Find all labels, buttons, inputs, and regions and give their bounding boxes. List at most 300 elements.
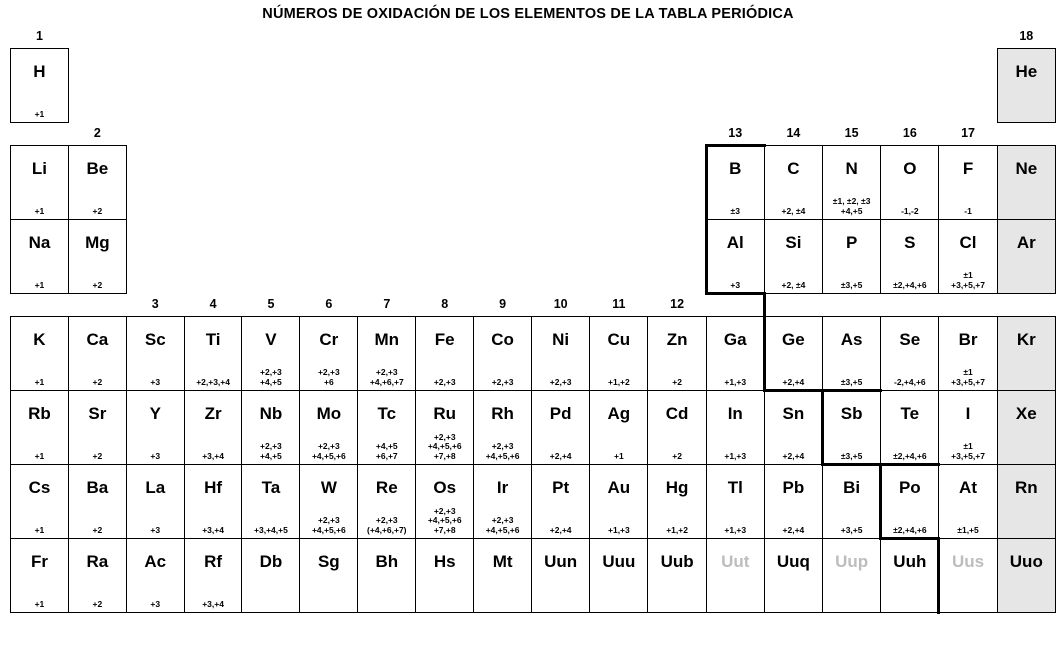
element-cell-sb[interactable] [823, 391, 881, 465]
element-symbol: Ti [205, 330, 221, 349]
oxidation-line: +2,+3 [317, 367, 340, 377]
periodic-table [10, 26, 1056, 613]
element-cell-fe[interactable] [416, 317, 474, 391]
element-cell-sn[interactable] [764, 391, 822, 465]
oxidation-line: +4,+5,+6 [427, 515, 462, 525]
element-cell-ag[interactable] [590, 391, 648, 465]
empty-cell [358, 49, 416, 123]
element-cell-w[interactable] [300, 465, 358, 539]
element-cell-ge[interactable] [764, 317, 822, 391]
oxidation-line: ±1 [963, 441, 973, 451]
staircase-segment [705, 144, 766, 147]
element-symbol: Tc [377, 404, 397, 423]
element-symbol: Ac [144, 552, 167, 571]
element-cell-zr[interactable] [184, 391, 242, 465]
oxidation-line: +2,+4 [782, 376, 805, 387]
element-cell-uus[interactable] [939, 539, 997, 613]
element-cell-ra[interactable] [68, 539, 126, 613]
element-cell-cd[interactable] [648, 391, 706, 465]
element-symbol: Uuq [776, 552, 810, 571]
oxidation-line: +2 [92, 279, 103, 290]
element-cell-po[interactable] [881, 465, 939, 539]
oxidation-states [242, 368, 299, 387]
element-symbol: Mt [492, 552, 513, 571]
element-cell-pb[interactable] [764, 465, 822, 539]
group-number-15: 15 [844, 125, 859, 140]
element-cell-al[interactable] [706, 220, 764, 294]
element-cell-te[interactable] [881, 391, 939, 465]
oxidation-line: +1 [34, 205, 45, 216]
element-symbol: V [265, 330, 277, 349]
element-symbol: Ra [86, 552, 109, 571]
element-cell-xe[interactable] [997, 391, 1055, 465]
element-cell-si[interactable] [764, 220, 822, 294]
oxidation-states [881, 281, 938, 291]
element-cell-mg[interactable] [68, 220, 126, 294]
element-symbol: P [845, 233, 858, 252]
element-symbol: Ge [782, 330, 805, 349]
element-cell-he[interactable] [997, 49, 1055, 123]
oxidation-line: +4,+5,+6 [311, 450, 346, 461]
element-cell-hs[interactable] [416, 539, 474, 613]
oxidation-states [358, 442, 415, 461]
oxidation-states [416, 378, 473, 388]
oxidation-states [823, 526, 880, 536]
element-cell-fr[interactable] [11, 539, 69, 613]
element-cell-uuq[interactable] [764, 539, 822, 613]
oxidation-line: +4,+5,+6 [311, 524, 346, 535]
group-number-13: 13 [728, 125, 743, 140]
empty-cell [126, 146, 184, 220]
element-symbol: Sg [317, 552, 340, 571]
empty-cell [68, 49, 126, 123]
table-body [11, 26, 1056, 613]
element-cell-in[interactable] [706, 391, 764, 465]
oxidation-states [11, 452, 68, 462]
element-symbol: Be [86, 159, 109, 178]
oxidation-states [185, 526, 242, 536]
oxidation-states [590, 526, 647, 536]
element-symbol: Hs [433, 552, 456, 571]
group-number-18: 18 [1019, 29, 1034, 43]
element-cell-kr[interactable] [997, 317, 1055, 391]
element-symbol: S [904, 233, 916, 252]
element-symbol: I [965, 404, 971, 423]
element-symbol: Fe [434, 330, 455, 349]
empty-cell [706, 49, 764, 123]
oxidation-line: +2,+3 [433, 431, 456, 442]
oxidation-states [69, 207, 126, 217]
oxidation-line: +1,+3 [724, 524, 747, 535]
empty-cell [764, 49, 822, 123]
oxidation-line: +1,+3 [724, 376, 747, 387]
oxidation-line: +2,+4 [549, 524, 572, 535]
oxidation-states [69, 600, 126, 610]
empty-cell [648, 220, 706, 294]
empty-cell [358, 146, 416, 220]
group-number-1: 1 [35, 29, 43, 43]
empty-cell [532, 220, 590, 294]
element-symbol: Al [726, 233, 744, 252]
element-symbol: Ca [86, 330, 109, 349]
oxidation-line: ±2,+4,+6 [893, 279, 927, 290]
element-symbol: Si [785, 233, 802, 252]
oxidation-line: +2 [672, 450, 682, 461]
element-cell-tl[interactable] [706, 465, 764, 539]
oxidation-states [69, 378, 126, 388]
oxidation-states [823, 197, 880, 216]
oxidation-states [11, 207, 68, 217]
element-cell-b[interactable] [706, 146, 764, 220]
element-cell-ir[interactable] [474, 465, 532, 539]
oxidation-line: +1,+2 [666, 524, 688, 535]
empty-cell [590, 49, 648, 123]
element-row [11, 391, 1056, 465]
element-cell-rb[interactable] [11, 391, 69, 465]
element-cell-ne[interactable] [997, 146, 1055, 220]
element-symbol: Mg [85, 233, 110, 252]
element-cell-h[interactable] [11, 49, 69, 123]
oxidation-states [707, 452, 764, 462]
oxidation-line: +1,+2 [608, 376, 630, 387]
oxidation-line: -1,-2 [901, 205, 919, 216]
element-cell-ti[interactable] [184, 317, 242, 391]
oxidation-line: +4,+5 [840, 205, 863, 216]
oxidation-states [532, 526, 589, 536]
element-symbol: Ga [723, 330, 747, 349]
empty-cell [590, 146, 648, 220]
oxidation-line: +2,+4 [549, 450, 572, 461]
oxidation-states [939, 271, 996, 290]
element-symbol: Hf [204, 478, 223, 497]
element-symbol: Rn [1014, 478, 1038, 497]
element-symbol: Ru [433, 404, 457, 423]
oxidation-states [823, 378, 880, 388]
element-cell-co[interactable] [474, 317, 532, 391]
element-cell-sg[interactable] [300, 539, 358, 613]
element-symbol: F [962, 159, 974, 178]
group-number-11: 11 [612, 296, 626, 311]
element-cell-mn[interactable] [358, 317, 416, 391]
element-symbol: Nb [259, 404, 283, 423]
element-cell-se[interactable] [881, 317, 939, 391]
element-cell-uuo[interactable] [997, 539, 1055, 613]
element-cell-zn[interactable] [648, 317, 706, 391]
element-cell-bh[interactable] [358, 539, 416, 613]
oxidation-line: +6 [323, 376, 334, 387]
element-row [11, 146, 1056, 220]
oxidation-states [765, 207, 822, 217]
element-cell-uuu[interactable] [590, 539, 648, 613]
oxidation-states [11, 600, 68, 610]
element-symbol: Sb [840, 404, 863, 423]
element-symbol: Re [375, 478, 398, 497]
element-cell-rf[interactable] [184, 539, 242, 613]
element-cell-uut[interactable] [706, 539, 764, 613]
oxidation-states [939, 207, 996, 217]
oxidation-line: +1 [614, 450, 624, 461]
oxidation-line: +4,+5,+6 [485, 450, 520, 461]
element-symbol: W [320, 478, 337, 497]
oxidation-states [823, 281, 880, 291]
oxidation-line: ±3 [730, 205, 740, 216]
oxidation-line: +4,+5,+6 [485, 524, 520, 535]
group-header-row-2 [11, 123, 1056, 146]
element-cell-ac[interactable] [126, 539, 184, 613]
element-cell-i[interactable] [939, 391, 997, 465]
oxidation-states [939, 526, 996, 536]
oxidation-line: +1 [34, 524, 45, 535]
element-row [11, 465, 1056, 539]
element-cell-ni[interactable] [532, 317, 590, 391]
element-symbol: Cs [28, 478, 51, 497]
oxidation-states [474, 442, 531, 461]
element-cell-nb[interactable] [242, 391, 300, 465]
element-cell-n[interactable] [823, 146, 881, 220]
element-cell-p[interactable] [823, 220, 881, 294]
element-symbol: O [903, 159, 917, 178]
oxidation-line: +3 [150, 450, 161, 461]
oxidation-line: +1 [34, 450, 45, 461]
oxidation-states [127, 526, 184, 536]
oxidation-line: +2,+3 [433, 505, 456, 516]
element-cell-br[interactable] [939, 317, 997, 391]
element-cell-ru[interactable] [416, 391, 474, 465]
oxidation-states [11, 110, 68, 120]
oxidation-line: +2,+3 [375, 515, 398, 525]
oxidation-states [69, 452, 126, 462]
element-cell-os[interactable] [416, 465, 474, 539]
oxidation-states [127, 378, 184, 388]
oxidation-line: +2,+3 [260, 367, 282, 377]
element-cell-as[interactable] [823, 317, 881, 391]
element-symbol: Ir [496, 478, 509, 497]
oxidation-states [11, 378, 68, 388]
element-cell-k[interactable] [11, 317, 69, 391]
oxidation-line: +4,+5,+6 [427, 441, 462, 451]
oxidation-states [939, 368, 996, 387]
element-cell-ga[interactable] [706, 317, 764, 391]
element-symbol: Ni [552, 330, 570, 349]
element-cell-uup[interactable] [823, 539, 881, 613]
empty-cell [416, 49, 474, 123]
element-cell-db[interactable] [242, 539, 300, 613]
staircase-segment [937, 537, 940, 614]
element-cell-be[interactable] [68, 146, 126, 220]
element-symbol: K [33, 330, 46, 349]
empty-cell [939, 49, 997, 123]
oxidation-line: ±1, ±2, ±3 [832, 196, 871, 206]
oxidation-line: +7,+8 [433, 524, 456, 535]
group-number-9: 9 [499, 296, 507, 311]
empty-cell [300, 49, 358, 123]
oxidation-states [185, 452, 242, 462]
oxidation-states [939, 442, 996, 461]
oxidation-line: +4,+6,+7 [369, 376, 404, 387]
group-number-4: 4 [209, 296, 217, 311]
staircase-segment [821, 389, 824, 466]
empty-cell [300, 146, 358, 220]
empty-cell [184, 146, 242, 220]
oxidation-line: +2,+3 [549, 376, 572, 387]
element-cell-uub[interactable] [648, 539, 706, 613]
element-cell-bi[interactable] [823, 465, 881, 539]
element-symbol: N [845, 159, 858, 178]
element-symbol: Mo [316, 404, 342, 423]
element-symbol: Pb [782, 478, 805, 497]
empty-cell [532, 146, 590, 220]
oxidation-states [474, 516, 531, 535]
element-cell-y[interactable] [126, 391, 184, 465]
element-cell-re[interactable] [358, 465, 416, 539]
element-cell-cr[interactable] [300, 317, 358, 391]
element-cell-tc[interactable] [358, 391, 416, 465]
oxidation-states [300, 368, 357, 387]
element-symbol: Ta [261, 478, 281, 497]
element-cell-pt[interactable] [532, 465, 590, 539]
element-symbol: Cl [959, 233, 977, 252]
group-number-7: 7 [383, 296, 391, 311]
oxidation-line: +3,+5,+7 [951, 450, 985, 461]
element-cell-au[interactable] [590, 465, 648, 539]
element-cell-sc[interactable] [126, 317, 184, 391]
oxidation-line: +2 [92, 376, 103, 387]
oxidation-states [127, 452, 184, 462]
oxidation-states [11, 281, 68, 291]
element-symbol: Cr [319, 330, 339, 349]
oxidation-line: +3 [150, 376, 161, 387]
oxidation-states [185, 378, 242, 388]
oxidation-line: +2, ±4 [781, 205, 806, 216]
empty-cell [590, 220, 648, 294]
element-cell-ca[interactable] [68, 317, 126, 391]
group-number-5: 5 [267, 296, 275, 311]
empty-cell [648, 146, 706, 220]
element-symbol: Uuu [602, 552, 636, 571]
empty-cell [823, 49, 881, 123]
element-cell-li[interactable] [11, 146, 69, 220]
oxidation-line: (+4,+6,+7) [367, 524, 407, 535]
oxidation-line: +3,+4 [202, 524, 224, 535]
element-symbol: Uus [951, 552, 985, 571]
element-cell-cl[interactable] [939, 220, 997, 294]
element-cell-hg[interactable] [648, 465, 706, 539]
element-cell-rn[interactable] [997, 465, 1055, 539]
empty-cell [300, 220, 358, 294]
staircase-segment [705, 144, 708, 295]
element-cell-cs[interactable] [11, 465, 69, 539]
element-cell-mt[interactable] [474, 539, 532, 613]
element-symbol: As [840, 330, 863, 349]
element-cell-f[interactable] [939, 146, 997, 220]
empty-cell [416, 220, 474, 294]
oxidation-states [532, 452, 589, 462]
element-cell-s[interactable] [881, 220, 939, 294]
element-cell-c[interactable] [764, 146, 822, 220]
empty-cell [474, 146, 532, 220]
empty-cell [126, 49, 184, 123]
group-header-row-3 [11, 294, 1056, 317]
element-cell-hf[interactable] [184, 465, 242, 539]
oxidation-states [69, 281, 126, 291]
group-number-6: 6 [325, 296, 333, 311]
element-symbol: Bh [375, 552, 399, 571]
empty-cell [416, 146, 474, 220]
element-cell-ta[interactable] [242, 465, 300, 539]
oxidation-states [474, 378, 531, 388]
element-cell-mo[interactable] [300, 391, 358, 465]
staircase-segment [763, 292, 766, 392]
oxidation-line: ±2,+4,+6 [893, 450, 927, 461]
element-symbol: Cd [665, 404, 689, 423]
element-cell-la[interactable] [126, 465, 184, 539]
oxidation-line: +2,+4 [782, 524, 805, 535]
element-cell-na[interactable] [11, 220, 69, 294]
element-symbol: Zn [666, 330, 688, 349]
element-cell-rh[interactable] [474, 391, 532, 465]
element-cell-ba[interactable] [68, 465, 126, 539]
element-symbol: Cu [607, 330, 631, 349]
oxidation-states [765, 378, 822, 388]
element-symbol: Pt [552, 478, 570, 497]
oxidation-line: +3 [150, 524, 161, 535]
element-symbol: Hg [665, 478, 689, 497]
oxidation-line: +3,+4,+5 [254, 524, 288, 535]
element-symbol: Au [607, 478, 631, 497]
periodic-table-container [10, 26, 1056, 613]
element-cell-at[interactable] [939, 465, 997, 539]
element-cell-pd[interactable] [532, 391, 590, 465]
group-number-8: 8 [441, 296, 449, 311]
oxidation-line: +2,+3 [491, 376, 514, 387]
oxidation-line: +2, ±4 [781, 279, 806, 290]
element-symbol: Uub [660, 552, 694, 571]
page-title: NÚMEROS DE OXIDACIÓN DE LOS ELEMENTOS DE LA TABLA PERIÓDICA [262, 6, 794, 22]
oxidation-line: ±3,+5 [840, 279, 863, 290]
staircase-segment [879, 463, 882, 540]
element-symbol: Zr [204, 404, 222, 423]
oxidation-states [648, 452, 705, 462]
group-number-14: 14 [786, 125, 801, 140]
oxidation-line: +4,+5 [375, 441, 398, 451]
oxidation-states [69, 526, 126, 536]
oxidation-line: ±1 [963, 367, 973, 377]
element-cell-v[interactable] [242, 317, 300, 391]
staircase-segment [705, 292, 766, 295]
empty-cell [358, 220, 416, 294]
empty-cell [242, 220, 300, 294]
element-cell-uuh[interactable] [881, 539, 939, 613]
oxidation-line: +1,+3 [724, 450, 747, 461]
oxidation-states [358, 368, 415, 387]
oxidation-line: +1 [34, 108, 45, 119]
oxidation-states [590, 378, 647, 388]
element-symbol: Uuo [1009, 552, 1043, 571]
element-symbol: C [787, 159, 800, 178]
element-cell-sr[interactable] [68, 391, 126, 465]
element-cell-uun[interactable] [532, 539, 590, 613]
element-cell-o[interactable] [881, 146, 939, 220]
group-header-row-1 [11, 26, 1056, 49]
group-number-12: 12 [670, 296, 685, 311]
oxidation-line: +2,+3 [375, 367, 398, 377]
element-cell-ar[interactable] [997, 220, 1055, 294]
element-cell-cu[interactable] [590, 317, 648, 391]
oxidation-line: ±1,+5 [957, 524, 979, 535]
oxidation-line: +2,+3 [491, 441, 514, 451]
group-number-2: 2 [93, 125, 101, 140]
oxidation-line: +1 [34, 598, 45, 609]
